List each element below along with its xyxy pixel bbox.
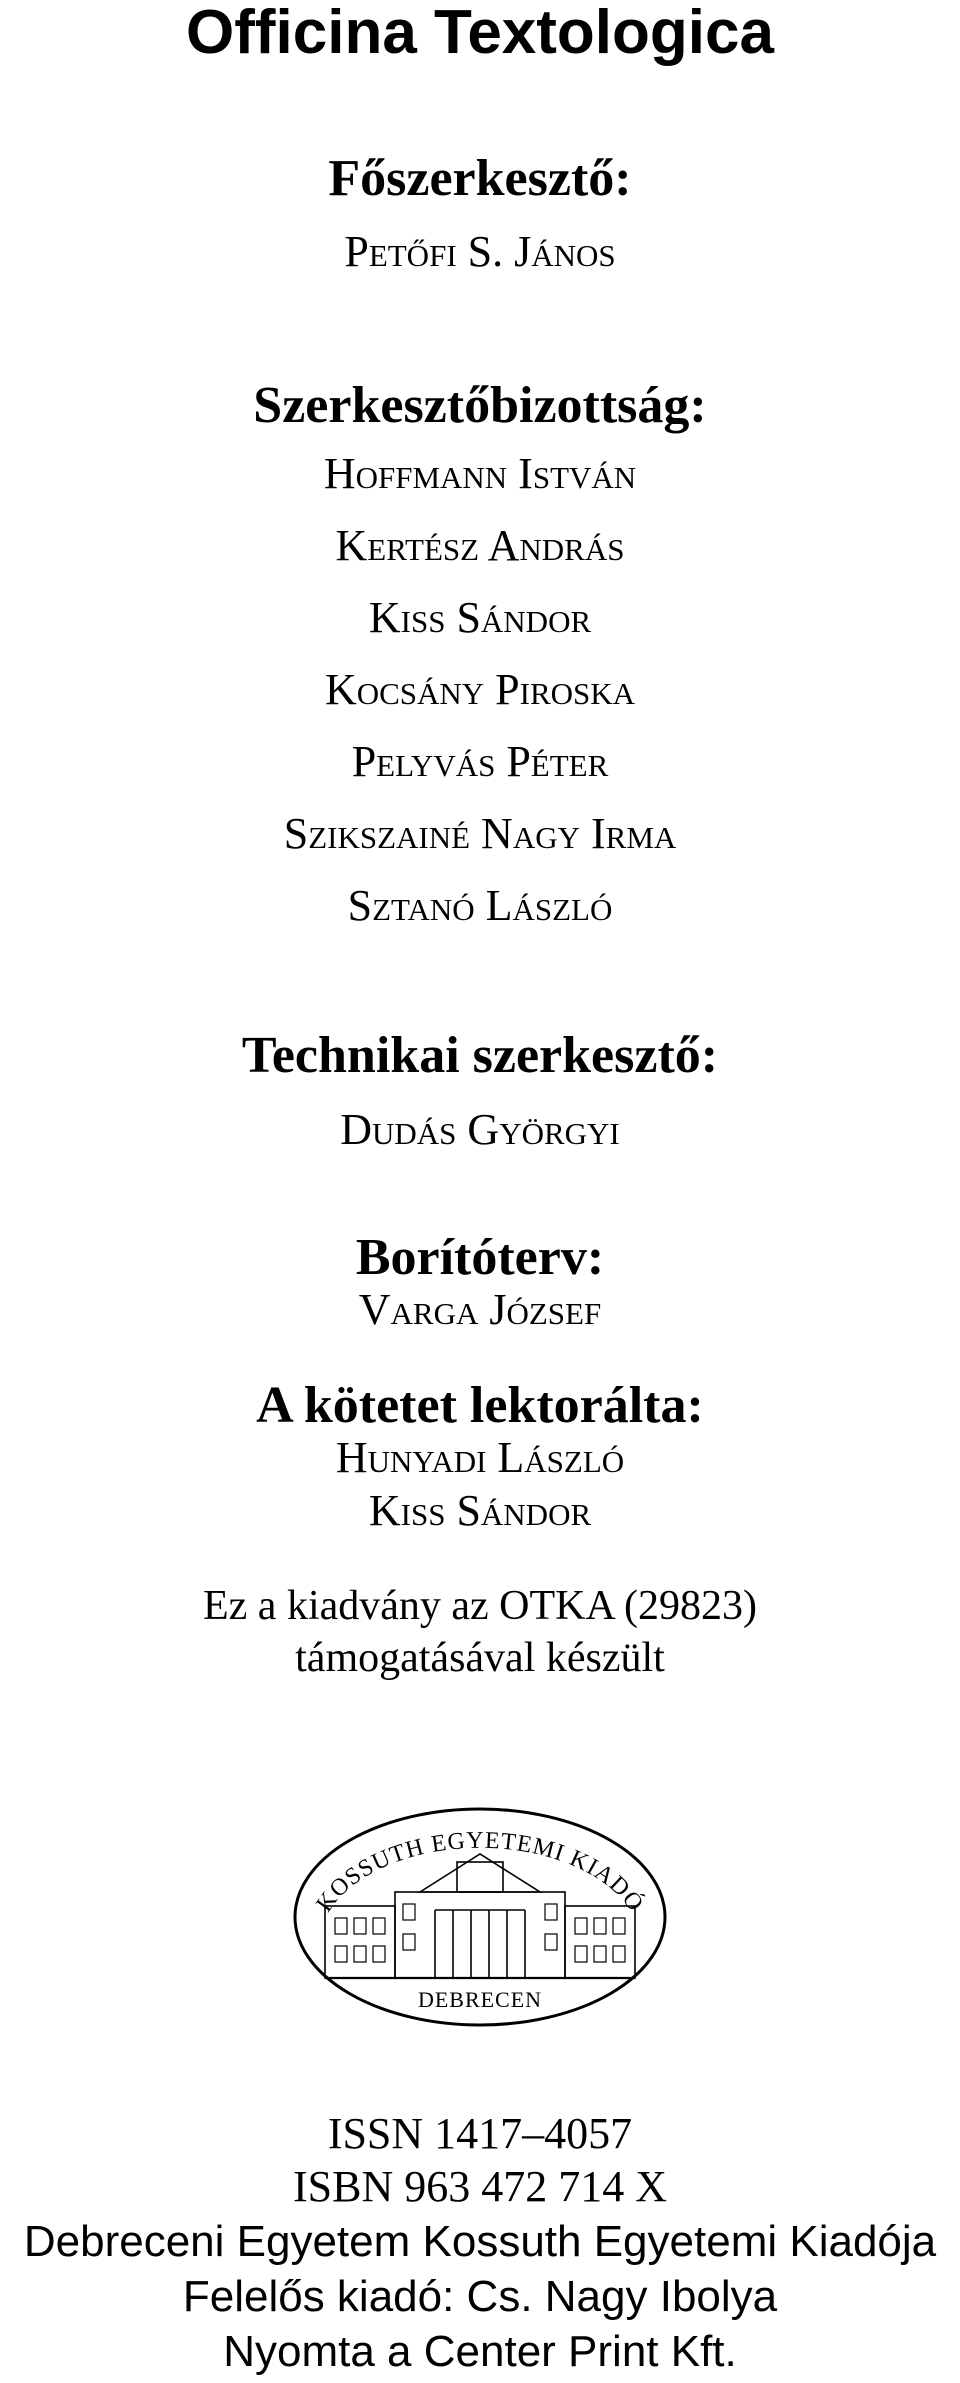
reviewer-name: Hunyadi László	[335, 1433, 625, 1482]
funding-note-line: Ez a kiadvány az OTKA (29823)	[203, 1583, 757, 1629]
editor-in-chief-heading: Főszerkesztő:	[328, 150, 632, 207]
board-member-name: Kocsány Piroska	[324, 665, 636, 714]
technical-editor-heading: Technikai szerkesztő:	[241, 1027, 719, 1084]
board-member-name: Sztanó László	[347, 881, 613, 930]
series-title: Officina Textologica	[186, 0, 774, 67]
cover-design-heading: Borítóterv:	[355, 1229, 605, 1286]
logo-arc-text	[311, 1828, 649, 1917]
issn-line: ISSN 1417–4057	[327, 2109, 633, 2158]
board-member-name: Szikszainé Nagy Irma	[283, 809, 677, 858]
editor-in-chief-name: Petőfi S. János	[344, 227, 616, 276]
funding-note-line: támogatásával készült	[295, 1635, 665, 1681]
cover-designer-name: Varga József	[358, 1285, 602, 1334]
board-member-name: Pelyvás Péter	[351, 737, 609, 786]
reviewers-heading: A kötetet lektorálta:	[256, 1377, 704, 1434]
logo-city-text: DEBRECEN	[417, 1987, 543, 2012]
board-member-name: Kertész András	[335, 521, 625, 570]
board-member-name: Hoffmann István	[323, 449, 637, 498]
printer-line: Nyomta a Center Print Kft.	[223, 2327, 737, 2376]
board-member-name: Kiss Sándor	[368, 593, 592, 642]
technical-editor-name: Dudás Györgyi	[340, 1105, 620, 1154]
isbn-line: ISBN 963 472 714 X	[292, 2162, 668, 2211]
logo-arc-text-path: KOSSUTH EGYETEMI KIADÓ	[311, 1827, 649, 1917]
reviewer-name: Kiss Sándor	[368, 1486, 592, 1535]
editorial-board-heading: Szerkesztőbizottság:	[253, 377, 707, 434]
responsible-publisher-line: Felelős kiadó: Cs. Nagy Ibolya	[182, 2272, 778, 2321]
publisher-logo-icon	[285, 1800, 675, 2030]
publisher-line: Debreceni Egyetem Kossuth Egyetemi Kiadója	[23, 2217, 937, 2266]
